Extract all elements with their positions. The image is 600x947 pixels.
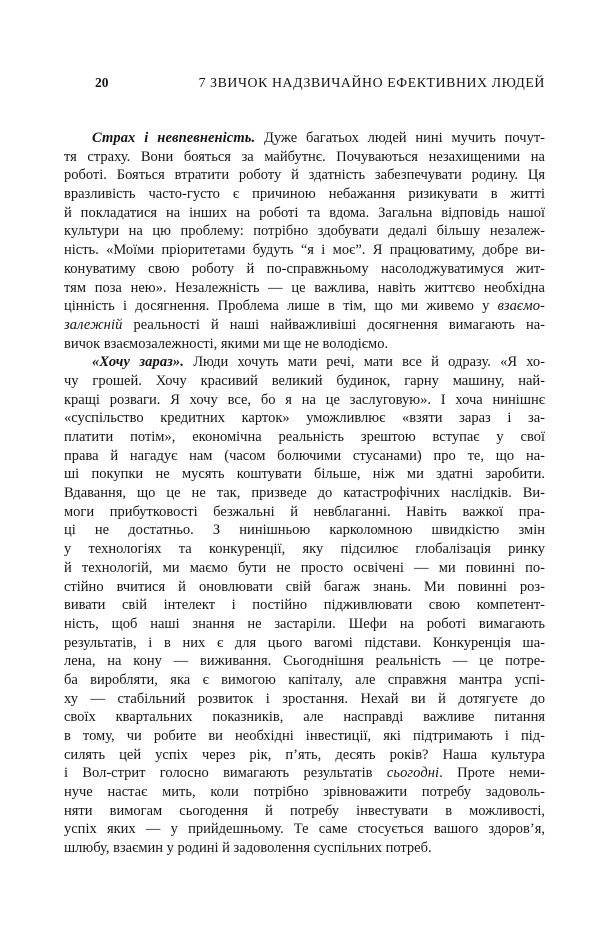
- paragraph-1: [64, 129, 545, 353]
- paragraph-2-line-5: платити потім», економічна реальність зрештою вступає у свої: [64, 429, 545, 445]
- page-number: 20: [95, 75, 109, 90]
- paragraph-2-line-19: ху — стабільний розвиток і зростання. Нехай ви й дотягуєте до: [64, 690, 545, 707]
- paragraph-1-line-9: тям поза нею». Незалежність — це важлива, навіть життєво необхідна: [64, 279, 545, 296]
- paragraph-2-line-10: ці не достатньо. З нинішньою карколомною швидкістю змін: [64, 522, 545, 539]
- paragraph-2: [64, 353, 545, 858]
- paragraph-1-line-2: тя страху. Вони бояться за майбутнє. Почуваються незахищеними на: [64, 148, 545, 165]
- paragraph-2-line-21: в тому, чи робите ви необхідні інвестиції, які підтримають і під-: [64, 728, 545, 744]
- paragraph-2-line-6: права й нагадує нам (часом болючими стусанами) про те, що на-: [64, 447, 545, 464]
- paragraph-2-line-12: й технологій, ми маємо бути не просто освічені — ми повинні по-: [64, 559, 545, 576]
- paragraph-1-line-3: роботі. Бояться втратити роботу й здатність забезпечувати родину. Ця: [64, 167, 545, 184]
- running-header: [64, 75, 545, 91]
- paragraph-1-line-8: конуватиму свою роботу й по-справжньому насолоджуватимуся жит-: [64, 260, 545, 277]
- paragraph-2-line-15: ність, щоб наші знання не застаріли. Шефи на роботі вимагають: [64, 615, 545, 632]
- paragraph-1-line-11: залежній реальності й наші найважливіші досягнення вимагають на-: [64, 316, 545, 333]
- paragraph-2-line-24: нуче настає мить, коли потрібно зрівноважити потребу задоволь-: [64, 784, 545, 801]
- paragraph-2-line-14: вивати свій інтелект і постійно підживлювати свою компетент-: [64, 597, 545, 614]
- paragraph-2-line-4: «суспільство кредитних карток» уможливлює «взяти зараз і за-: [64, 410, 545, 427]
- paragraph-2-line-27: шлюбу, взаємин у родині й задоволення суспільних потреб.: [64, 840, 432, 857]
- paragraph-2-line-16: результатів, і в них є для цього вагомі підстави. Конкуренція ша-: [64, 634, 545, 651]
- paragraph-2-line-18: ба виробляти, яка є вимогою капіталу, але справжня мантра успі-: [64, 671, 545, 688]
- paragraph-2-line-25: няти вимогам сьогодення й потребу інвестувати в можливості,: [64, 802, 545, 819]
- paragraph-2-line-3: кращі розваги. Я хочу все, бо я на це заслуговую». І хоча нинішнє: [64, 391, 545, 408]
- paragraph-2-line-13: стійно вчитися й оновлювати свій багаж знань. Ми повинні роз-: [64, 578, 545, 595]
- paragraph-2-line-11: у технологіях та конкуренції, яку підсилює глобалізація ринку: [64, 541, 545, 558]
- paragraph-1-line-1: Страх і невпевненість. Дуже багатьох людей нині мучить почут-: [92, 130, 545, 146]
- paragraph-2-line-9: моги прибутковості безжальні й невблаганні. Навіть важкої пра-: [64, 503, 545, 520]
- paragraph-2-line-17: лена, на кону — виживання. Сьогоднішня реальність — це потре-: [64, 653, 545, 670]
- paragraph-1-line-12: вичок взаємозалежності, якими ми ще не володіємо.: [64, 335, 389, 352]
- paragraph-2-line-2: чу грошей. Хочу красивий великий будинок, гарну машину, най-: [64, 372, 545, 389]
- paragraph-2-line-23: і Вол-стрит голосно вимагають результатів сьогодні. Проте неми-: [64, 765, 545, 782]
- running-title: 7 ЗВИЧОК НАДЗВИЧАЙНО ЕФЕКТИВНИХ ЛЮДЕЙ: [198, 75, 545, 90]
- body-text: [64, 129, 545, 858]
- paragraph-1-line-4: вразливість часто-густо є причиною небажання ризикувати в житті: [64, 186, 545, 203]
- paragraph-2-line-26: успіх яких — у прийдешньому. Те саме стосується вашого здоров’я,: [64, 821, 545, 838]
- paragraph-2-line-1: «Хочу зараз». Люди хочуть мати речі, мати все й одразу. «Я хо-: [92, 354, 545, 371]
- paragraph-1-line-6: культури на цю проблему: потрібно здобувати дедалі більшу незалеж-: [64, 223, 545, 240]
- paragraph-2-line-8: Вдавання, що це не так, призведе до катастрофічних наслідків. Ви-: [64, 485, 545, 502]
- paragraph-1-line-10: цінність і досягнення. Проблема лише в тім, що ми живемо у взаємо-: [64, 298, 545, 315]
- paragraph-2-line-7: ші покупки не мусять коштувати більше, ніж ми здатні заробити.: [64, 466, 545, 483]
- paragraph-2-line-20: своїх квартальних показників, але насправді важливе питання: [64, 709, 545, 726]
- paragraph-1-line-7: ність. «Моїми пріоритетами будуть “я і моє”. Я працюватиму, добре ви-: [64, 242, 545, 259]
- paragraph-1-line-5: й покладатися на інших на роботі та вдома. Загальна відповідь нашої: [64, 204, 545, 221]
- paragraph-2-line-22: силять цей успіх через рік, п’ять, десять років? Наша культура: [64, 746, 545, 763]
